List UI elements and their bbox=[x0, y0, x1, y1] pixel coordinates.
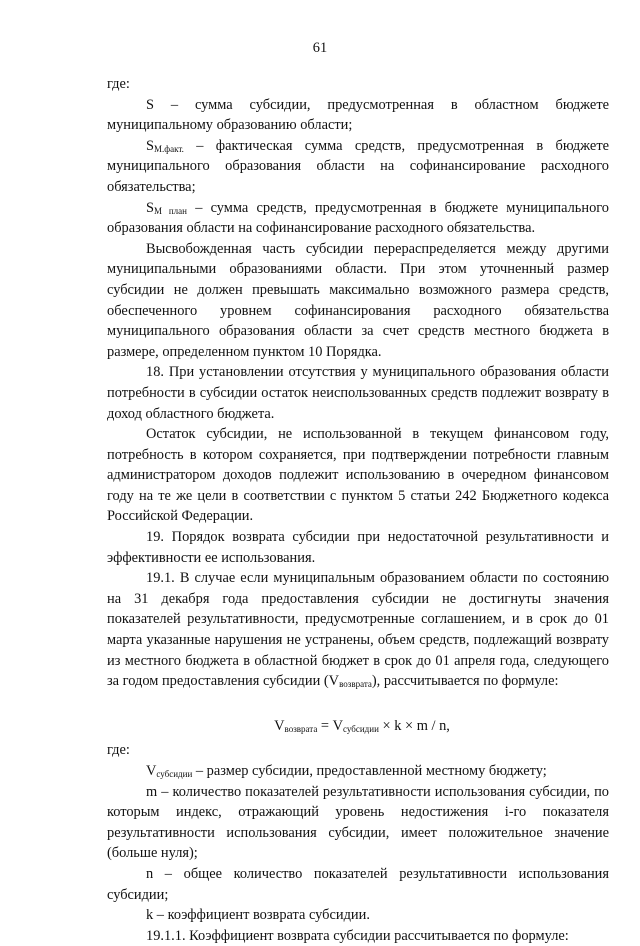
paragraph-18: 18. При установлении отсутствия у муниципального образования области потребности в субсидии остаток неиспользованных средств подлежит возврату в доход областного бюджета. bbox=[107, 364, 609, 422]
paragraph-def-s-fact bbox=[107, 136, 609, 198]
paragraph-19-1 bbox=[107, 568, 609, 692]
document-body bbox=[107, 74, 609, 946]
subscript-subsidy: субсидии bbox=[156, 769, 193, 779]
p19-1-text-after: ), рассчитывается по формуле: bbox=[371, 673, 559, 690]
paragraph-where-2: где: bbox=[107, 742, 130, 759]
page-number: 61 bbox=[312, 40, 328, 56]
symbol-s: S bbox=[146, 96, 155, 113]
paragraph-def-s-plan bbox=[107, 198, 609, 239]
paragraph-19: 19. Порядок возврата субсидии при недостаточной результативности и эффективности ее использования. bbox=[107, 529, 609, 566]
subscript-plan: М план bbox=[154, 205, 187, 216]
formula-eq: = V bbox=[317, 717, 344, 734]
paragraph-19-1-1: 19.1.1. Коэффициент возврата субсидии рассчитывается по формуле: bbox=[146, 927, 569, 944]
symbol-s-fact: S bbox=[146, 137, 155, 154]
paragraph-def-s bbox=[107, 95, 609, 136]
formula-rest: × k × m / n, bbox=[378, 717, 450, 734]
paragraph-where-1: где: bbox=[107, 76, 130, 92]
symbol-v-subsidy: V bbox=[146, 763, 157, 779]
formula-sub-subsidy: субсидии bbox=[343, 723, 379, 734]
symbol-s-plan: S bbox=[146, 199, 155, 216]
paragraph-def-m: m – количество показателей результативности использования субсидии, по которым индекс, отражающий уровень недостижения i-го показателя результативности использования субсидии, имеет положительное значение (больше нуля); bbox=[107, 783, 609, 862]
def-s-text: – сумма субсидии, предусмотренная в областном бюджете муниципальному образованию области; bbox=[107, 96, 609, 134]
formula-v: V bbox=[274, 717, 285, 734]
def-v-subsidy-text: – размер субсидии, предоставленной местному бюджету; bbox=[192, 763, 547, 779]
paragraph-def-v-subsidy bbox=[107, 761, 609, 782]
subscript-return: возврата bbox=[339, 679, 372, 690]
paragraph-def-n: n – общее количество показателей результативности использования субсидии; bbox=[107, 865, 609, 903]
p19-1-text-before: 19.1. В случае если муниципальным образованием области по состоянию на 31 декабря года предоставления субсидии не достигнуты значения показателей результативности, предусмотренные соглашением, и в срок до 01 марта указанные нарушения не устранены, объем средств, подлежащий возврату из местного бюджета в областной бюджет в срок до 01 апреля года, следующего за годом предоставления субсидии ( bbox=[107, 570, 609, 690]
def-s-plan-text: – сумма средств, предусмотренная в бюджете муниципального образования области на софинансирование расходного обязательства. bbox=[107, 199, 610, 237]
formula-v-return bbox=[107, 716, 609, 737]
paragraph-redistribution: Высвобожденная часть субсидии перераспределяется между другими муниципальными образованиями области. При этом уточненный размер субсидии не должен превышать максимально возможного размера средств, обеспеченного уровнем софинансирования расходного обязательства муниципального образования области за счет средств местного бюджета в размере, определенном пунктом 10 Порядка. bbox=[107, 240, 609, 360]
paragraph-def-k: k – коэффициент возврата субсидии. bbox=[146, 907, 370, 924]
formula-sub-return: возврата bbox=[284, 723, 318, 734]
symbol-v-return: V bbox=[328, 673, 340, 690]
def-s-fact-text: – фактическая сумма средств, предусмотренная в бюджете муниципального образования области на софинансирование расходного обязательства; bbox=[107, 137, 609, 195]
subscript-fact: М.факт. bbox=[154, 143, 184, 154]
paragraph-remainder: Остаток субсидии, не использованной в текущем финансовом году, потребность в котором сохраняется, при подтверждении потребности главным администратором доходов подлежит использованию в очередном финансовом году на те же цели в соответствии с пунктом 5 статьи 242 Бюджетного кодекса Российской Федерации. bbox=[107, 426, 609, 525]
